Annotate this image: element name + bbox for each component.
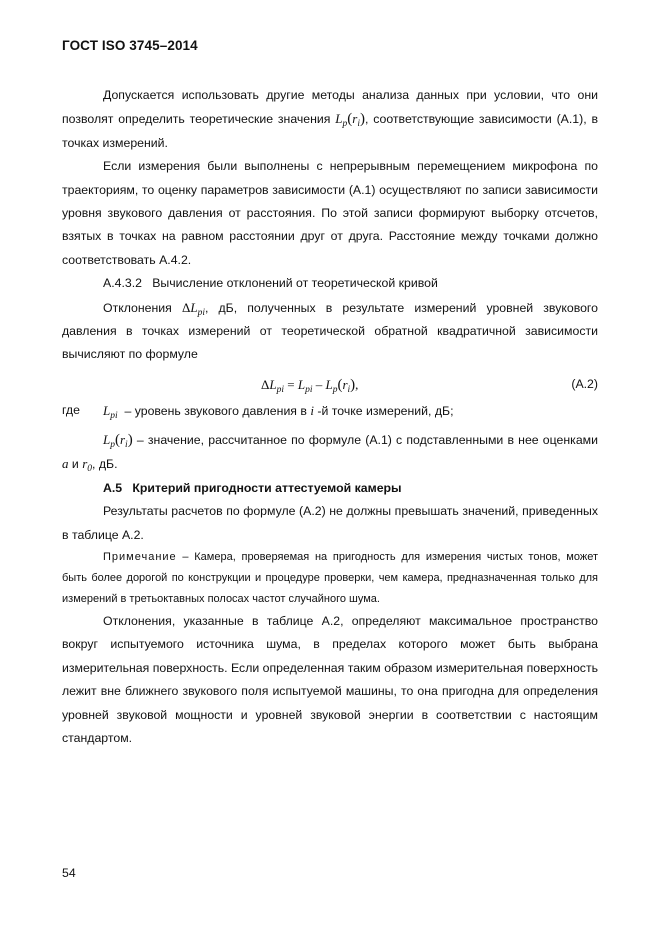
formula-expression: $\Delta L_{pi} = L_{pi} - L_p(r_i)$, — [261, 376, 359, 395]
subsection-number: А.4.3.2 — [103, 276, 142, 291]
subsection-title: Вычисление отклонений от теоретической кривой — [152, 276, 438, 291]
where-lpi-text — [103, 399, 454, 423]
math-r0: $r_0$ — [82, 456, 93, 475]
paragraph-text: Отклонения — [103, 300, 172, 315]
section-title: Критерий пригодности аттестуемой камеры — [132, 480, 402, 495]
definition-text: – значение, рассчитанное по формуле (А.1) с подставленными в нее оценками — [136, 432, 598, 447]
definition-text: и — [71, 457, 79, 472]
math-delta-lpi: $\Delta L_{pi}$ — [181, 299, 205, 318]
note — [62, 547, 598, 610]
document-body — [62, 84, 598, 750]
formula-number: (А.2) — [571, 376, 598, 391]
definition-text: , дБ. — [92, 457, 118, 472]
paragraph-text: , соответствующие зависимости (А.1), в точках измерений. — [62, 112, 598, 150]
paragraph-results: Результаты расчетов по формуле (А.2) не должны превышать значений, приведенных в таблице А.2. — [62, 504, 598, 542]
note-label: Примечание — [103, 550, 177, 563]
document-header: ГОСТ ISO 3745–2014 — [62, 38, 198, 53]
paragraph-text: , дБ, полученных в результате измерений уровней звукового давления в точках измерений от теоретической обратной квадратичной зависимости вычисляют по формуле — [62, 300, 598, 362]
section-heading — [62, 477, 598, 500]
note-text: – Камера, проверяемая на пригодность для измерения чистых тонов, может быть более дорогой по конструкции и процедуре проверки, чем камера, предназначенная только для измерений в третьоктавных полосах частот случайного шума. — [62, 550, 598, 605]
paragraph-methods — [62, 84, 598, 155]
math-i: i — [310, 402, 314, 418]
where-lpi — [62, 399, 598, 428]
math-lp-ri: $L_p(r_i)$ — [335, 111, 365, 130]
paragraph-deviations — [62, 296, 598, 367]
section-number: А.5 — [103, 480, 123, 495]
definition-text: -й точке измерений, дБ; — [317, 403, 454, 418]
math-a: a — [62, 456, 69, 472]
paragraph-conclusion: Отклонения, указанные в таблице А.2, определяют максимальное пространство вокруг испытуемого источника шума, в пределах которого может быть выбрана измерительная поверхность. Если определенная таким образом измерительная поверхность лежит вне ближнего звукового поля испытуемой машины, то она пригодна для определения уровней звуковой мощности и уровней звуковой энергии в соответствии с настоящим стандартом. — [62, 613, 598, 745]
math-lp-ri: $L_p(r_i)$ — [103, 431, 133, 450]
math-lpi: $L_{pi}$ — [103, 402, 118, 421]
where-lp-definition — [62, 428, 598, 477]
formula-a2 — [62, 369, 598, 399]
paragraph-continuous: Если измерения были выполнены с непрерывным перемещением микрофона по траекториям, то оценку параметров зависимости (А.1) осуществляют по записи зависимости уровня звукового давления от расстояния. По этой записи формируют выборку отсчетов, взятых в точках на равном расстоянии друг от друга. Расстояние между точками должно соответствовать А.4.2. — [62, 159, 598, 267]
paragraph-text: Допускается использовать другие методы анализа данных при условии, что они позволят определить теоретические значения — [62, 88, 598, 127]
definition-text: – уровень звукового давления в — [124, 403, 307, 418]
subsection-heading — [62, 272, 598, 295]
page-number: 54 — [62, 866, 76, 880]
where-label: где — [62, 402, 80, 417]
